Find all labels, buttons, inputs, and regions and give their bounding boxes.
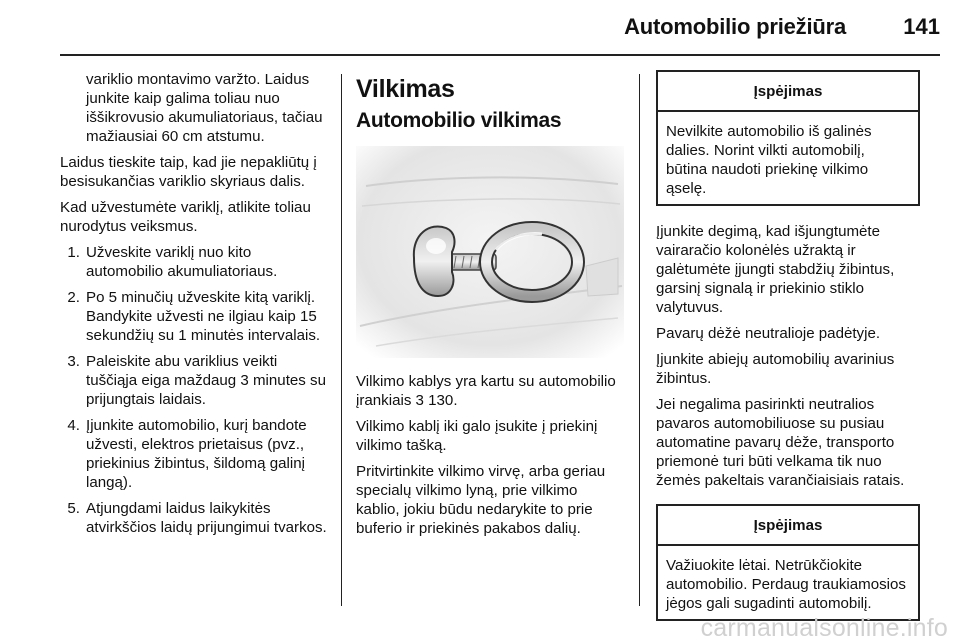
warning-box (656, 70, 920, 206)
list-item (60, 243, 328, 281)
continuation-paragraph: variklio montavimo varžto. Laidus junkite kaip galima toliau nuo iššikrovusio akumuliatoriaus, tačiau mažiausiai 60 cm atstumu. (86, 71, 323, 145)
column-2 (356, 70, 624, 545)
warning-title: Įspėjimas (658, 506, 918, 546)
warning-title: Įspėjimas (658, 72, 918, 112)
step-text: Atjungdami laidus laikykitės atvirkščios laidų prijungimui tvarkos. (86, 500, 327, 536)
warning-text: Važiuokite lėtai. Netrūkčiokite automobilio. Perdaug traukiamosios jėgos gali sugadinti automobilį. (666, 557, 906, 612)
page-number: 141 (903, 14, 940, 39)
paragraph: Laidus tieskite taip, kad jie nepakliūtų į besisukančias variklio skyriaus dalis. (60, 154, 317, 190)
step-number: 1. (67, 244, 80, 261)
step-text: Paleiskite abu variklius veikti tuščiąja eiga maždaug 3 minutes su prijungtais laidais. (86, 353, 326, 408)
step-number: 5. (67, 500, 80, 517)
page-header-title: Automobilio priežiūra (624, 14, 846, 39)
header-rule (60, 54, 940, 56)
section-title: Vilkimas (356, 75, 455, 103)
watermark: carmanualsonline.info (700, 614, 948, 642)
list-item (60, 416, 328, 492)
step-text: Įjunkite automobilio, kurį bandote užvesti, elektros prietaisus (pvz., priekinius žibintus, šildomą galinį langą). (86, 417, 307, 491)
column-divider-right (639, 74, 640, 606)
paragraph: Įjunkite degimą, kad išjungtumėte vairaračio kolonėlės užraktą ir galėtumėte įjungti stabdžių žibintus, garsinį signalą ir priekinio stiklo valytuvus. (656, 223, 895, 316)
step-number: 3. (67, 353, 80, 370)
paragraph: Kad užvestumėte variklį, atlikite toliau nurodytus veiksmus. (60, 199, 311, 235)
step-text: Po 5 minučių užveskite kitą variklį. Bandykite užvesti ne ilgiau kaip 15 sekundžių su 1 minutės intervalais. (86, 289, 321, 344)
paragraph: Pritvirtinkite vilkimo virvę, arba geriau specialų vilkimo lyną, prie vilkimo kablio, jokiu būdu nedarykite to prie buferio ir priekinės pakabos dalių. (356, 463, 606, 537)
warning-text: Nevilkite automobilio iš galinės dalies. Norint vilkti automobilį, būtina naudoti priekinę vilkimo ąselę. (666, 123, 872, 197)
paragraph: Vilkimo kablį iki galo įsukite į priekinį vilkimo tašką. (356, 418, 598, 454)
column-1 (60, 70, 328, 544)
warning-box (656, 504, 920, 621)
paragraph: Įjunkite abiejų automobilių avarinius žibintus. (656, 351, 895, 387)
column-3 (656, 70, 920, 637)
subsection-title: Automobilio vilkimas (356, 109, 562, 132)
steps-list (60, 243, 328, 537)
tow-hook-illustration (356, 146, 624, 358)
paragraph: Pavarų dėžė neutralioje padėtyje. (656, 325, 881, 342)
tow-hook-icon (356, 146, 624, 358)
paragraph: Jei negalima pasirinkti neutralios pavaros automobiliuose su pusiau automatine pavarų dėže, transporto priemonė turi būti velkama tik nuo žemės pakeltais varančiaisiais ratais. (656, 396, 905, 489)
list-item (60, 499, 328, 537)
step-text: Užveskite variklį nuo kito automobilio akumuliatoriaus. (86, 244, 278, 280)
step-number: 4. (67, 417, 80, 434)
step-number: 2. (67, 289, 80, 306)
paragraph: Vilkimo kablys yra kartu su automobilio įrankiais 3 130. (356, 373, 616, 409)
column-divider-left (341, 74, 342, 606)
list-item (60, 288, 328, 345)
list-item (60, 352, 328, 409)
